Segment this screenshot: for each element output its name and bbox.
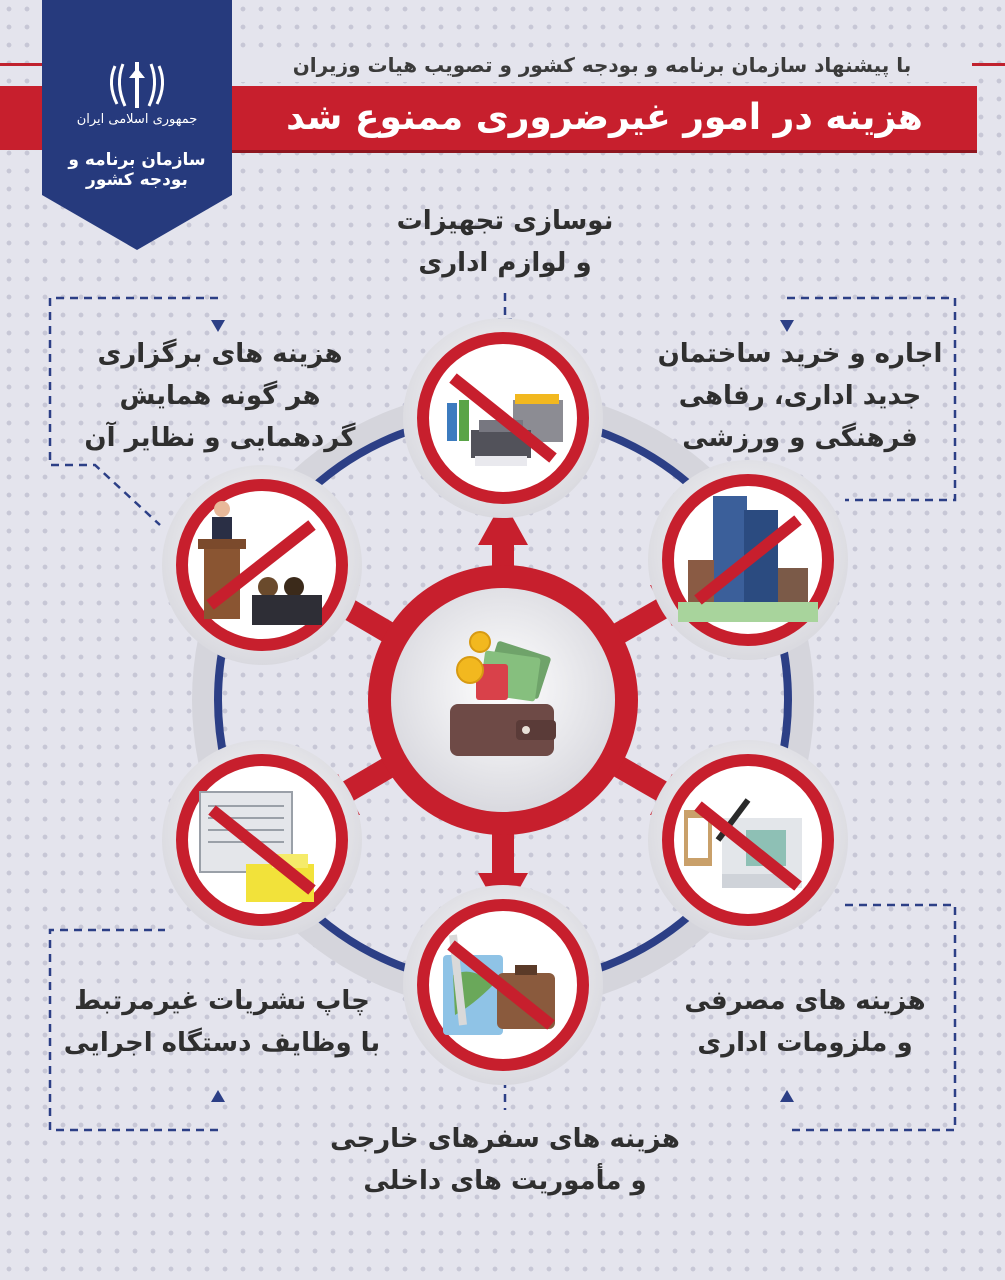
label-conference — [60, 333, 380, 459]
label-conference-line3: گردهمایی و نظایر آن — [84, 423, 356, 453]
page-title: هزینه در امور غیرضروری ممنوع شد — [286, 97, 923, 138]
wallet-money-icon — [440, 630, 566, 760]
label-travel-line2: و مأموریت های داخلی — [363, 1166, 647, 1196]
badge-organization-name: سازمان برنامه و بودجه کشور — [68, 150, 206, 190]
label-publications-line2: با وظایف دستگاه اجرایی — [63, 1028, 381, 1058]
label-publications — [62, 980, 382, 1064]
label-office-equipment — [340, 200, 670, 284]
office-equipment-icon — [433, 348, 573, 488]
label-buildings-line1: اجاره و خرید ساختمان — [657, 339, 943, 369]
label-office-supplies-line1: هزینه های مصرفی — [684, 986, 926, 1016]
label-office-supplies-line2: و ملزومات اداری — [697, 1028, 913, 1058]
buildings-icon — [678, 490, 818, 630]
label-travel-line1: هزینه های سفرهای خارجی — [330, 1124, 680, 1154]
label-buildings-line2: جدید اداری، رفاهی — [678, 381, 922, 411]
label-travel — [300, 1118, 710, 1202]
label-conference-line1: هزینه های برگزاری — [97, 339, 343, 369]
conference-icon — [192, 495, 332, 635]
label-office-equipment-line2: و لوازم اداری — [418, 248, 592, 278]
publications-icon — [192, 770, 332, 910]
label-conference-line2: هر گونه همایش — [119, 381, 321, 411]
office-supplies-icon — [678, 770, 818, 910]
label-buildings-line3: فرهنگی و ورزشی — [682, 423, 918, 453]
label-buildings — [640, 333, 960, 459]
label-office-supplies — [660, 980, 950, 1064]
header-subtitle: با پیشنهاد سازمان برنامه و بودجه کشور و تصویب هیات وزیران — [232, 48, 972, 82]
label-office-equipment-line1: نوسازی تجهیزات — [396, 206, 614, 236]
travel-icon — [433, 915, 573, 1055]
label-publications-line1: چاپ نشریات غیرمرتبط — [74, 986, 370, 1016]
badge-country-name: جمهوری اسلامی ایران — [76, 112, 198, 127]
